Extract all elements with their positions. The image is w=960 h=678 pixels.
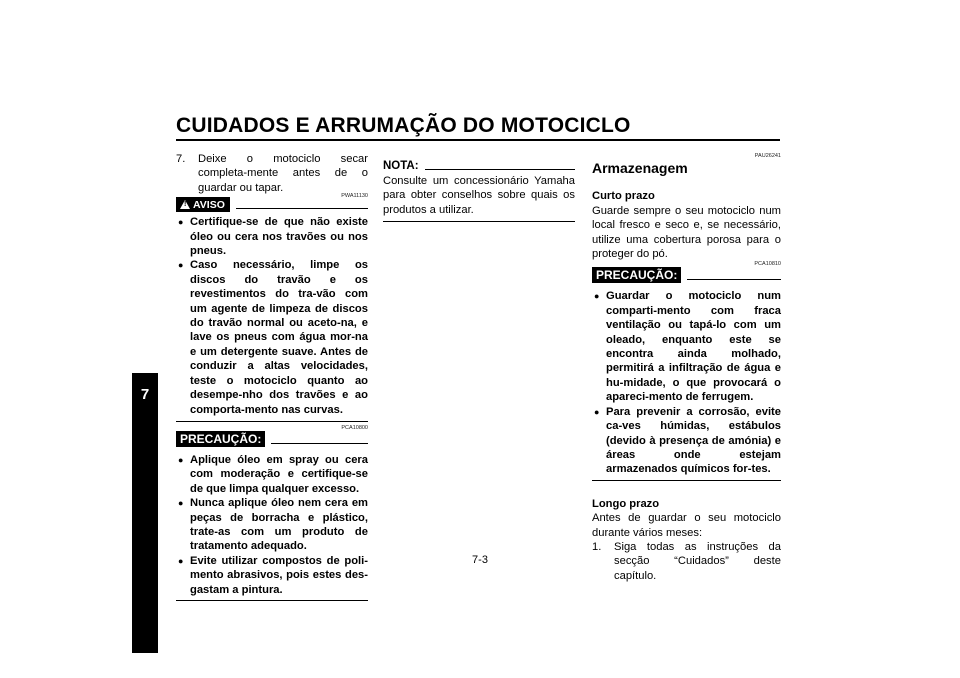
warning-exclamation-icon: !	[184, 201, 187, 209]
section-title: Armazenagem	[592, 160, 688, 176]
list-item-text: Evite utilizar compostos de poli-mento abrasivos, pois estes des-gastam a pintura.	[190, 554, 368, 596]
reference-code: PWA11130	[341, 193, 368, 200]
nota-label: NOTA:	[383, 159, 419, 172]
aviso-list	[176, 215, 368, 417]
list-item-text: Nunca aplique óleo nem cera em peças de borracha e plástico, trate-as com um produto de tratamento adequado.	[190, 497, 368, 553]
page-title: CUIDADOS E ARRUMAÇÃO DO MOTOCICLO	[176, 114, 631, 137]
list-item	[176, 496, 368, 554]
nota-text: Consulte um concessionário Yamaha para obter conselhos sobre quais os produtos a utilizar.	[383, 175, 575, 216]
header-rule	[176, 139, 780, 141]
bullet-icon: ●	[178, 217, 184, 228]
list-item	[592, 289, 781, 404]
warning-triangle-icon	[180, 200, 190, 209]
precaucao-badge: PRECAUÇÃO:	[176, 431, 265, 447]
precaucao-badge: PRECAUÇÃO:	[592, 267, 681, 283]
list-item-text: Guardar o motociclo num comparti-mento com fraca ventilação ou tapá-lo com um oleado, enquanto este se encontra ainda molhado, permitirá a infiltração de água e hu-midade, o que provocará o apareci-mento de ferrugem.	[606, 290, 781, 404]
paragraph: Guarde sempre o seu motociclo num local fresco e seco e, se necessário, utilize uma cobertura porosa para o proteger do pó.	[592, 204, 781, 261]
label-rule	[425, 169, 575, 170]
list-item-text: Certifique-se de que não existe óleo ou cera nos travões ou nos pneus.	[190, 216, 368, 258]
precaucao-header	[592, 267, 781, 283]
list-item	[176, 258, 368, 416]
list-item-text: Aplique óleo em spray ou cera com moderação e certifique-se de que limpa qualquer excesso.	[190, 453, 368, 495]
aviso-label: AVISO	[193, 198, 225, 211]
list-item	[176, 453, 368, 496]
subsection-title: Curto prazo	[592, 190, 655, 203]
bullet-icon: ●	[178, 555, 184, 566]
paragraph: Antes de guardar o seu motociclo durante vários meses:	[592, 512, 781, 539]
list-item-text: Caso necessário, limpe os discos do travão e os revestimentos do tra-vão com um agente de limpeza de discos do travão normal ou aceto-na, e lave os pneus com água mor-na e um detergente suave. Antes de conduzir a altas velocidades, teste o motociclo quanto ao desempe-nho dos travões e ao comporta-mento nas curvas.	[190, 259, 368, 416]
column-right	[592, 152, 781, 583]
reference-code: PCA10800	[341, 424, 368, 431]
label-rule	[236, 208, 368, 209]
aviso-header	[176, 196, 368, 212]
bullet-icon: ●	[178, 454, 184, 465]
step-text: Deixe o motociclo secar completa-mente antes de o guardar ou tapar.	[198, 153, 368, 194]
precaucao-list	[176, 453, 368, 597]
label-rule	[687, 279, 781, 280]
bullet-icon: ●	[594, 291, 600, 302]
bullet-icon: ●	[178, 260, 184, 271]
section-rule	[592, 480, 781, 481]
section-rule	[176, 600, 368, 601]
label-rule	[271, 443, 368, 444]
precaucao-list	[592, 289, 781, 476]
reference-code: PCA10810	[754, 261, 781, 268]
step-number: 1.	[592, 540, 602, 553]
chapter-tab: 7	[132, 373, 158, 653]
precaucao-header	[176, 431, 368, 447]
list-item	[592, 405, 781, 477]
bullet-icon: ●	[178, 498, 184, 509]
nota-header	[383, 157, 575, 173]
aviso-badge	[176, 197, 230, 212]
step-item	[592, 540, 781, 583]
list-item	[176, 215, 368, 258]
subsection-title: Longo prazo	[592, 497, 660, 510]
list-item	[176, 554, 368, 597]
list-item-text: Para prevenir a corrosão, evite ca-ves húmidas, estábulos (devido à presença de amónia) e áreas onde estejam armazenados químicos for-tes.	[606, 405, 781, 476]
step-number: 7.	[176, 153, 186, 165]
column-left	[176, 152, 368, 601]
section-rule	[383, 221, 575, 222]
section-rule	[176, 421, 368, 422]
bullet-icon: ●	[594, 406, 600, 417]
reference-code: PAU26241	[754, 153, 781, 159]
step-item	[176, 152, 368, 195]
column-middle	[383, 157, 575, 222]
page-number: 7-3	[472, 554, 488, 566]
step-text: Siga todas as instruções da secção “Cuidados” deste capítulo.	[614, 540, 781, 582]
